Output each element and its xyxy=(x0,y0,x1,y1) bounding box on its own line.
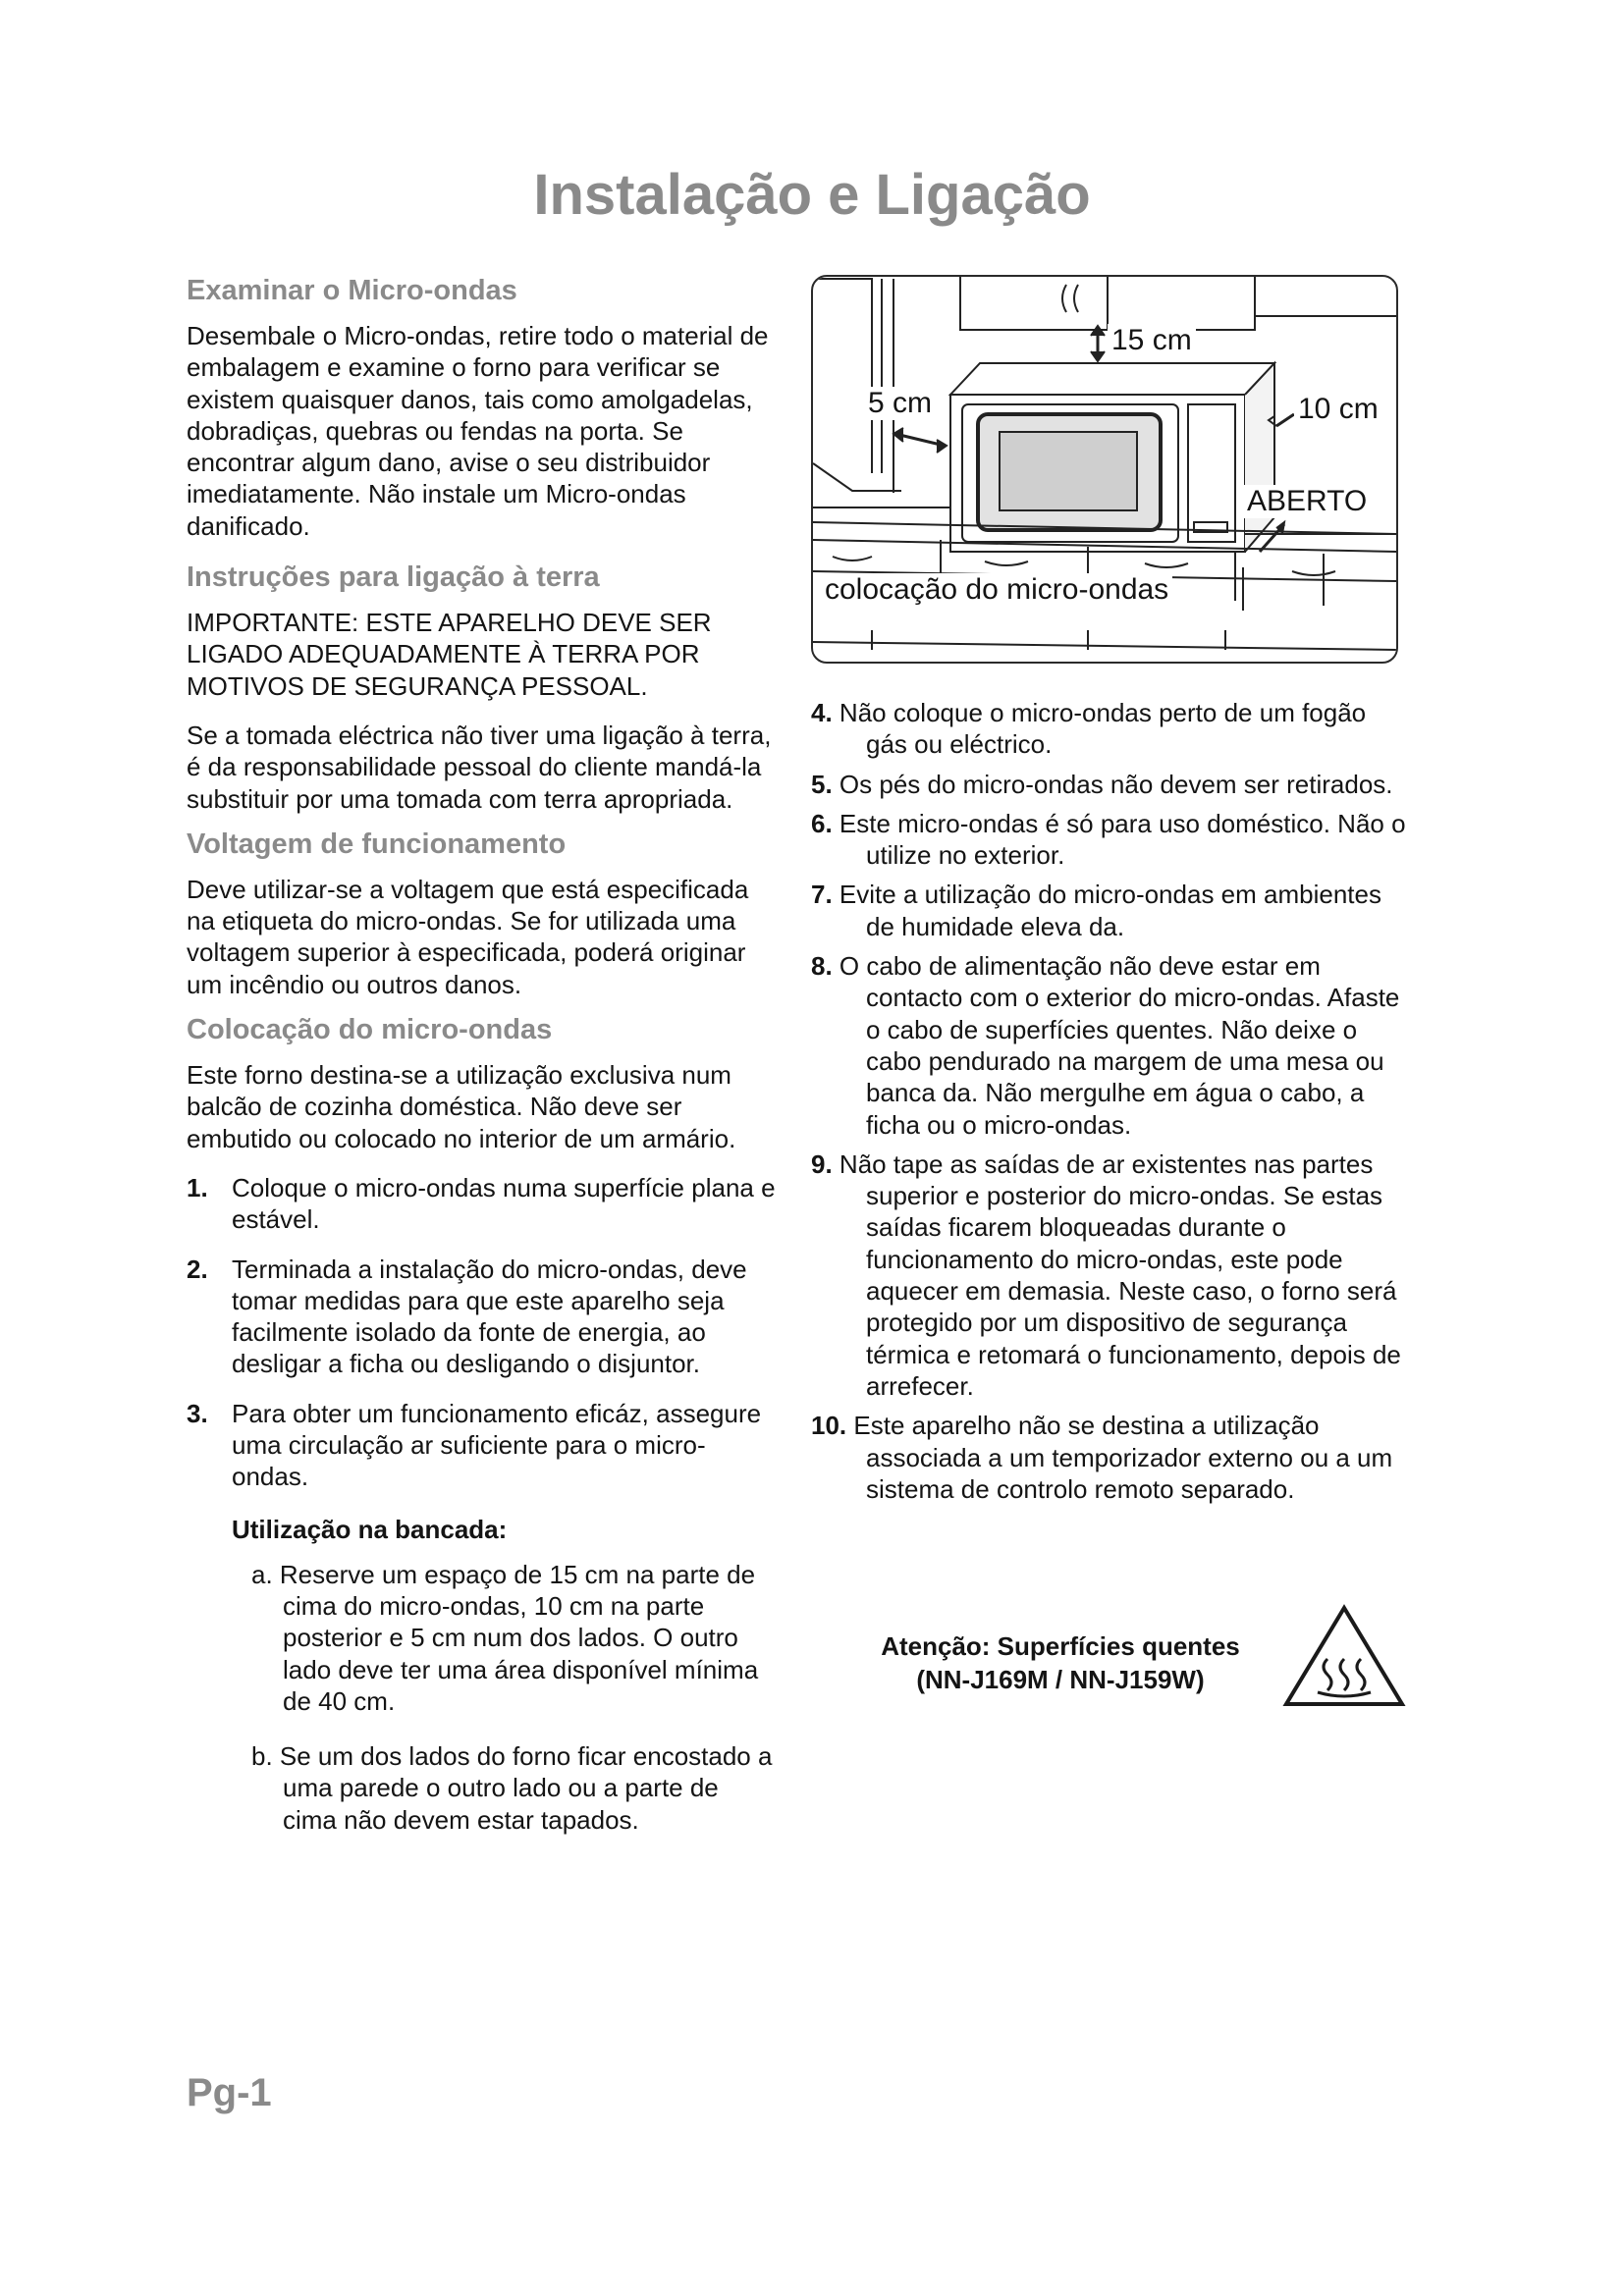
label-15cm: 15 cm xyxy=(1108,324,1196,357)
warning-line-2: (NN-J169M / NN-J159W) xyxy=(916,1665,1205,1694)
list-item-number: 2. xyxy=(187,1254,208,1284)
list-item-text: O cabo de alimentação não deve estar em contacto com o exterior do micro-ondas. Afaste o cabo de superfícies quentes. Não deixe o cabo pendurado na margem de uma mesa ou banca da. Não mergulhe em água o cabo, a ficha ou o micro-ondas. xyxy=(839,951,1400,1140)
page-title: Instalação e Ligação xyxy=(533,163,1091,227)
list-item-text: Este micro-ondas é só para uso doméstico. Não o utilize no exterior. xyxy=(839,808,1406,871)
right-column xyxy=(811,697,1410,1513)
list-item xyxy=(811,697,1410,761)
label-5cm: 5 cm xyxy=(864,387,936,420)
list-item xyxy=(811,950,1410,1141)
heading-voltagem: Voltagem de funcionamento xyxy=(187,828,567,860)
list-item xyxy=(811,879,1410,942)
list-item-text: Coloque o micro-ondas numa superfície plana e estável. xyxy=(232,1172,776,1235)
list-item-text: Não coloque o micro-ondas perto de um fogão gás ou eléctrico. xyxy=(839,698,1367,760)
placement-figure xyxy=(811,275,1398,664)
list-item-number: 10. xyxy=(811,1411,847,1441)
list-item xyxy=(187,1398,776,1493)
list-item-text: Terminada a instalação do micro-ondas, deve tomar medidas para que este aparelho seja facilmente isolado da fonte de energia, ao desligar a ficha ou desligando o disjuntor. xyxy=(232,1254,747,1379)
list-item xyxy=(187,1254,776,1380)
heading-examinar: Examinar o Micro-ondas xyxy=(187,275,517,306)
list-item-number: 8. xyxy=(811,951,833,982)
label-aberto: ABERTO xyxy=(1243,485,1371,518)
list-item-text: Os pés do micro-ondas não devem ser retirados. xyxy=(839,769,1393,799)
figure-caption: colocação do micro-ondas xyxy=(821,573,1172,607)
list-item-number: 5. xyxy=(811,769,833,799)
list-item xyxy=(811,808,1410,872)
list-item-number: 3. xyxy=(187,1398,208,1428)
text-examinar: Desembale o Micro-ondas, retire todo o material de embalagem e examine o forno para verificar se existem quaisquer danos, tais como amolgadelas, dobradiças, quebras ou fendas na porta. Se encontrar algum dano, avise o seu distribuidor imediatamente. Não instale um Micro-ondas danificado. xyxy=(187,321,769,541)
list-item-text: Não tape as saídas de ar existentes nas partes superior e posterior do micro-ondas. Se estas saídas ficarem bloqueadas durante o funcionamento do micro-ondas, este pode aquecer em demasia. Neste caso, o forno será protegido por um dispositivo de segurança térmica e retomará o funcionamento, depois de arrefecer. xyxy=(839,1148,1401,1401)
heading-terra: Instruções para ligação à terra xyxy=(187,561,600,594)
page-number: Pg-1 xyxy=(187,2071,272,2114)
heading-colocacao: Colocação do micro-ondas xyxy=(187,1014,553,1046)
hot-surface-icon xyxy=(1280,1602,1408,1710)
list-item-number: 9. xyxy=(811,1148,833,1179)
text-voltagem: Deve utilizar-se a voltagem que está especificada na etiqueta do micro-ondas. Se for utilizada uma voltagem superior à especificada, poderá originar um incêndio ou outros danos. xyxy=(187,874,749,999)
list-item-number: 7. xyxy=(811,880,833,910)
list-item xyxy=(811,1410,1410,1505)
list-item xyxy=(811,769,1410,800)
text-terra-important: IMPORTANTE: ESTE APARELHO DEVE SER LIGADO ADEQUADAMENTE À TERRA POR MOTIVOS DE SEGURANÇA PESSOAL. xyxy=(187,608,712,701)
list-item-text: Evite a utilização do micro-ondas em ambientes de humidade eleva da. xyxy=(839,880,1381,941)
list-item-text: Para obter um funcionamento eficáz, assegure uma circulação ar suficiente para o micro-ondas. xyxy=(232,1398,762,1492)
bancada-item-a: a. Reserve um espaço de 15 cm na parte de cima do micro-ondas, 10 cm na parte posterior e 5 cm num dos lados. O outro lado deve ter uma área disponível mínima de 40 cm. xyxy=(251,1559,759,1716)
list-item xyxy=(811,1148,1410,1402)
list-item-number: 4. xyxy=(811,698,833,727)
list-item-number: 1. xyxy=(187,1172,208,1202)
list-item-text: Este aparelho não se destina a utilização associada a um temporizador externo ou a um sistema de controlo remoto separado. xyxy=(853,1411,1393,1504)
left-column xyxy=(187,273,776,1859)
warning-line-1: Atenção: Superfícies quentes xyxy=(881,1631,1240,1661)
text-terra: Se a tomada eléctrica não tiver uma ligação à terra, é da responsabilidade pessoal do cliente mandá-la substituir por uma tomada com terra apropriada. xyxy=(187,720,772,814)
bancada-heading: Utilização na bancada: xyxy=(232,1514,508,1544)
bancada-item-b: b. Se um dos lados do forno ficar encostado a uma parede o outro lado ou a parte de cima não devem estar tapados. xyxy=(251,1741,773,1835)
left-numbered-list xyxy=(187,1172,776,1493)
label-10cm: 10 cm xyxy=(1294,393,1382,426)
text-colocacao: Este forno destina-se a utilização exclusiva num balcão de cozinha doméstica. Não deve ser embutido ou colocado no interior de um armário. xyxy=(187,1060,736,1153)
list-item-number: 6. xyxy=(811,808,833,838)
list-item xyxy=(187,1172,776,1236)
hot-surface-warning xyxy=(844,1629,1276,1696)
